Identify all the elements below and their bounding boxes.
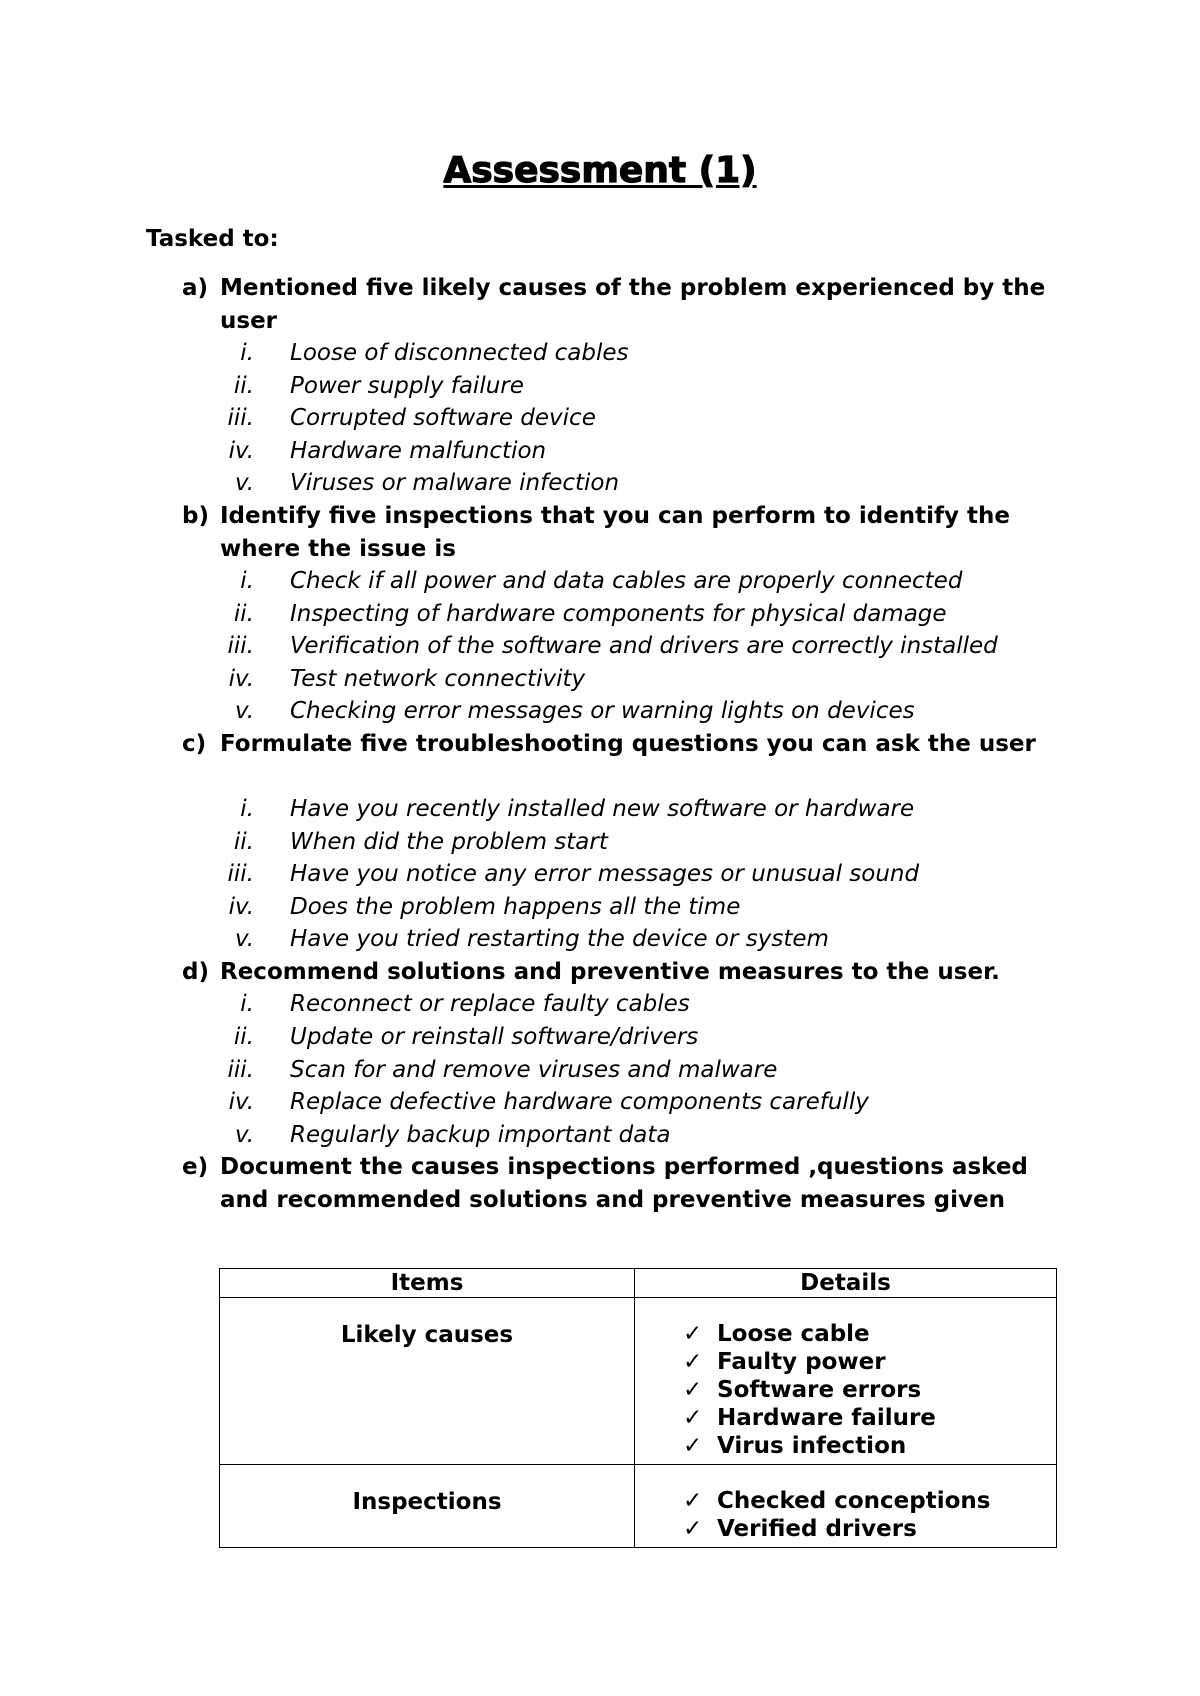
detail-item <box>683 1320 1056 1348</box>
list-item <box>182 402 1082 435</box>
table-cell-item: Likely causes <box>220 1298 635 1465</box>
list-item-number: i. <box>240 340 254 366</box>
list-item-text: Update or reinstall software/drivers <box>290 1024 699 1050</box>
task-text: Recommend solutions and preventive measures to the user. <box>220 959 1000 985</box>
list-item <box>182 337 1082 370</box>
list-item-number: i. <box>240 991 254 1017</box>
list-item-number: iv. <box>228 666 254 692</box>
detail-item <box>683 1376 1056 1404</box>
list-item-text: Scan for and remove viruses and malware <box>290 1057 778 1083</box>
list-item-number: v. <box>234 470 254 496</box>
task-letter: e) <box>182 1154 209 1180</box>
list-item <box>182 923 1082 956</box>
list-item-number: v. <box>234 926 254 952</box>
detail-text: Hardware failure <box>717 1405 936 1431</box>
list-item-number: ii. <box>233 601 254 627</box>
list-item-text: Have you notice any error messages or unusual sound <box>290 861 920 887</box>
task-e <box>182 1151 1082 1216</box>
task-letter: a) <box>182 275 209 301</box>
list-item-text: When did the problem start <box>290 829 608 855</box>
task-a <box>182 272 1082 337</box>
checkmark-icon: ✓ <box>683 1321 703 1347</box>
detail-item <box>683 1348 1056 1376</box>
list-item-text: Checking error messages or warning lights on devices <box>290 698 915 724</box>
task-text: Formulate five troubleshooting questions you can ask the user <box>220 731 1036 757</box>
list-item <box>182 988 1082 1021</box>
table-cell-details <box>635 1298 1057 1465</box>
detail-text: Software errors <box>717 1377 922 1403</box>
detail-text: Loose cable <box>717 1321 870 1347</box>
checkmark-icon: ✓ <box>683 1516 703 1542</box>
list-item-number: ii. <box>233 373 254 399</box>
list-item-text: Power supply failure <box>290 373 524 399</box>
list-item-text: Verification of the software and drivers are correctly installed <box>290 633 998 659</box>
list-item-text: Does the problem happens all the time <box>290 894 741 920</box>
list-item-text: Check if all power and data cables are properly connected <box>290 568 963 594</box>
detail-item <box>683 1515 1056 1543</box>
detail-text: Faulty power <box>717 1349 886 1375</box>
list-item-number: v. <box>234 698 254 724</box>
list-item-number: iv. <box>228 1089 254 1115</box>
table-row <box>220 1298 1057 1465</box>
list-item-number: iii. <box>227 633 254 659</box>
list-item <box>182 793 1082 826</box>
detail-text: Verified drivers <box>717 1516 917 1542</box>
list-item-text: Test network connectivity <box>290 666 586 692</box>
document-title: Assessment (1) <box>443 150 757 191</box>
list-item-text: Replace defective hardware components carefully <box>290 1089 869 1115</box>
task-letter: d) <box>182 959 209 985</box>
list-item-number: v. <box>234 1122 254 1148</box>
list-item <box>182 663 1082 696</box>
list-item <box>182 598 1082 631</box>
intro-label: Tasked to: <box>146 226 279 252</box>
list-item-number: iii. <box>227 861 254 887</box>
checkmark-icon: ✓ <box>683 1377 703 1403</box>
checkmark-icon: ✓ <box>683 1433 703 1459</box>
checkmark-icon: ✓ <box>683 1349 703 1375</box>
list-item-text: Loose of disconnected cables <box>290 340 629 366</box>
list-item <box>182 891 1082 924</box>
detail-item <box>683 1487 1056 1515</box>
list-item <box>182 1054 1082 1087</box>
list-item <box>182 1086 1082 1119</box>
task-text: Document the causes inspections performed ,questions asked and recommended solutions and preventive measures given <box>220 1154 1028 1213</box>
list-item-number: i. <box>240 796 254 822</box>
list-item <box>182 435 1082 468</box>
table-cell-item: Inspections <box>220 1465 635 1548</box>
list-item-text: Inspecting of hardware components for physical damage <box>290 601 947 627</box>
list-item <box>182 630 1082 663</box>
list-item-text: Reconnect or replace faulty cables <box>290 991 690 1017</box>
list-item-number: iii. <box>227 1057 254 1083</box>
task-d <box>182 956 1082 989</box>
list-item-number: iii. <box>227 405 254 431</box>
detail-item <box>683 1404 1056 1432</box>
list-item-number: iv. <box>228 894 254 920</box>
list-item <box>182 1021 1082 1054</box>
list-item-number: i. <box>240 568 254 594</box>
list-item-text: Regularly backup important data <box>290 1122 671 1148</box>
list-item-text: Hardware malfunction <box>290 438 547 464</box>
detail-item <box>683 1432 1056 1460</box>
task-c <box>182 728 1082 761</box>
list-item <box>182 370 1082 403</box>
detail-text: Checked conceptions <box>717 1488 991 1514</box>
list-item-text: Have you tried restarting the device or system <box>290 926 829 952</box>
table-cell-details <box>635 1465 1057 1548</box>
checkmark-icon: ✓ <box>683 1405 703 1431</box>
list-item <box>182 858 1082 891</box>
column-header-details: Details <box>635 1269 1057 1298</box>
list-item <box>182 826 1082 859</box>
task-b <box>182 500 1082 565</box>
summary-table <box>219 1268 1057 1548</box>
list-item-text: Have you recently installed new software or hardware <box>290 796 915 822</box>
column-header-items: Items <box>220 1269 635 1298</box>
list-item-number: ii. <box>233 1024 254 1050</box>
list-item-number: ii. <box>233 829 254 855</box>
table-row <box>220 1465 1057 1548</box>
list-item <box>182 565 1082 598</box>
task-text: Identify five inspections that you can perform to identify the where the issue is <box>220 503 1011 562</box>
list-item-text: Corrupted software device <box>290 405 596 431</box>
checkmark-icon: ✓ <box>683 1488 703 1514</box>
list-item <box>182 1119 1082 1152</box>
task-letter: b) <box>182 503 209 529</box>
task-letter: c) <box>182 731 207 757</box>
task-text: Mentioned five likely causes of the problem experienced by the user <box>220 275 1046 334</box>
list-item-text: Viruses or malware infection <box>290 470 620 496</box>
table-header-row <box>220 1269 1057 1298</box>
detail-text: Virus infection <box>717 1433 907 1459</box>
list-item <box>182 695 1082 728</box>
list-item <box>182 467 1082 500</box>
list-item-number: iv. <box>228 438 254 464</box>
